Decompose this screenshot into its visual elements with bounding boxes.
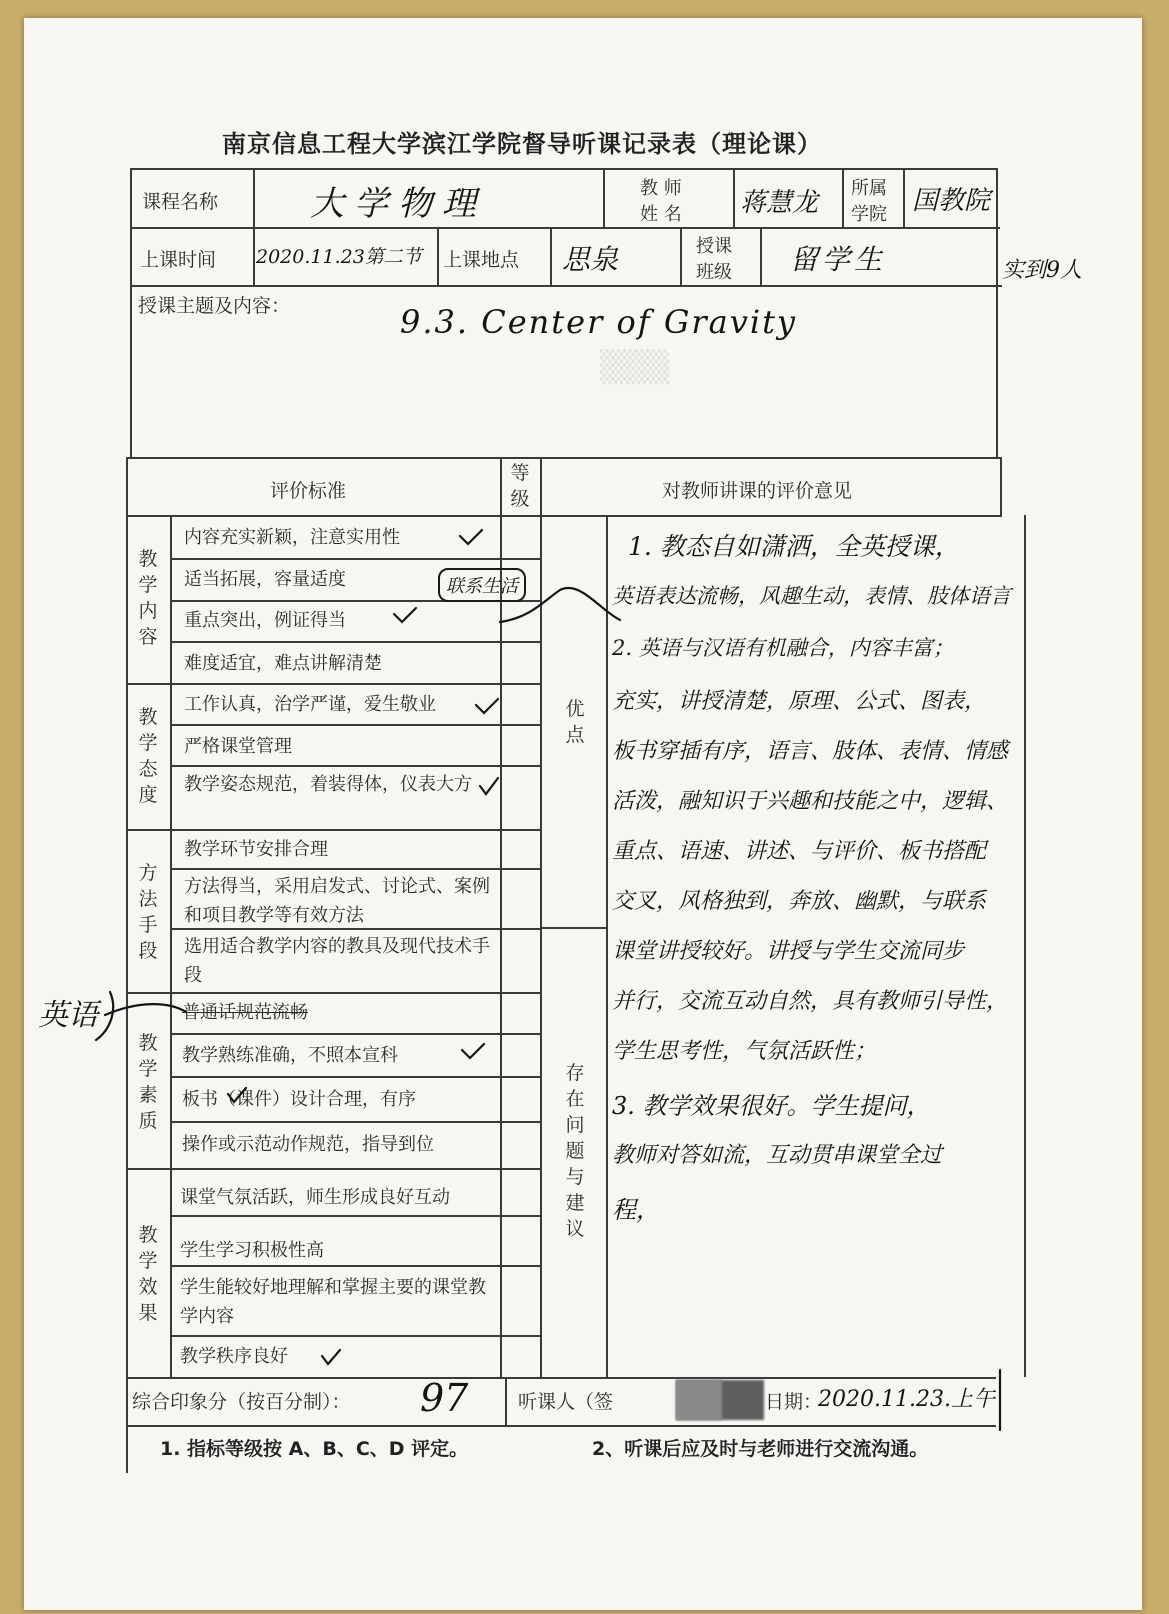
redacted-signature xyxy=(676,1380,722,1420)
comment-line: 交叉，风格独到，奔放、幽默，与联系 xyxy=(612,889,987,914)
rule xyxy=(126,1425,996,1427)
criteria-item: 难度适宜，难点讲解清楚 xyxy=(184,653,382,674)
rule xyxy=(130,227,1000,229)
rule xyxy=(903,168,905,227)
rule xyxy=(606,515,608,1377)
rule xyxy=(603,168,605,227)
rule xyxy=(126,515,1002,517)
rule xyxy=(170,1265,540,1267)
criteria-item: 工作认真，治学严谨，爱生敬业 xyxy=(184,694,436,715)
rule xyxy=(126,829,540,831)
rule xyxy=(760,227,762,285)
group-name: 教学素质 xyxy=(138,1032,158,1132)
rule xyxy=(170,1033,540,1035)
criteria-item: 严格课堂管理 xyxy=(184,736,292,757)
comment-line: 活泼，融知识于兴趣和技能之中，逻辑、 xyxy=(612,789,1009,814)
place-label: 上课地点 xyxy=(443,249,520,271)
criteria-header: 评价标准 xyxy=(270,480,347,502)
class-value: 留学生 xyxy=(790,243,887,276)
rule xyxy=(126,683,540,685)
time-value: 2020.11.23第二节 xyxy=(256,246,422,268)
strengths-label: 优点 xyxy=(565,698,585,746)
score-label: 综合印象分（按百分制）： xyxy=(132,1391,351,1413)
comment-line: 学生思考性，气氛活跃性； xyxy=(612,1039,877,1064)
expand-note: 联系生活 xyxy=(438,568,526,602)
grade-header: 等级 xyxy=(510,462,530,510)
rule xyxy=(170,765,540,767)
criteria-item: 方法得当，采用启发式、讨论式、案例和项目教学等有效方法 xyxy=(184,876,490,926)
footnote-2: 2、听课后应及时与老师进行交流沟通。 xyxy=(592,1438,929,1460)
rule xyxy=(1000,457,1002,517)
topic-value: 9.3. Center of Gravity xyxy=(400,303,797,341)
criteria-item: 选用适合教学内容的教具及现代技术手段 xyxy=(184,936,490,986)
criteria-item: 操作或示范动作规范，指导到位 xyxy=(182,1134,434,1155)
rule xyxy=(842,168,844,227)
criteria-item: 重点突出，例证得当 xyxy=(184,610,346,631)
footnote-1: 1. 指标等级按 A、B、C、D 评定。 xyxy=(160,1438,469,1460)
date-value: 2020.11.23.上午 xyxy=(818,1387,995,1412)
rule xyxy=(130,168,132,458)
criteria-item: 教学环节安排合理 xyxy=(184,839,328,860)
rule xyxy=(733,168,735,227)
teacher-label: 姓 名 xyxy=(640,204,682,225)
time-label: 上课时间 xyxy=(140,249,217,271)
rule xyxy=(550,227,552,285)
date-label: 日期： xyxy=(765,1391,823,1413)
attendance-note: 实到9人 xyxy=(1002,258,1082,283)
criteria-item: 教学秩序良好 xyxy=(180,1346,288,1367)
course-label: 课程名称 xyxy=(142,191,219,213)
issues-label: 存在问题与建议 xyxy=(565,1062,585,1240)
comment-line: 课堂讲授较好。讲授与学生交流同步 xyxy=(612,939,965,964)
rule xyxy=(130,285,1002,287)
place-value: 思泉 xyxy=(562,243,619,276)
rule xyxy=(170,515,172,1377)
comment-line: 2. 英语与汉语有机融合，内容丰富； xyxy=(612,636,954,660)
comment-line: 英语表达流畅，风趣生动，表情、肢体语言 xyxy=(612,584,1011,608)
rule xyxy=(170,1215,540,1217)
course-value: 大学物理 xyxy=(310,184,486,224)
rule xyxy=(437,227,439,285)
rule xyxy=(1024,515,1026,1377)
class-label: 授课 xyxy=(696,236,732,257)
criteria-item: 内容充实新颖，注意实用性 xyxy=(184,527,400,548)
group-name: 教学态度 xyxy=(138,706,158,806)
criteria-item: 学生能较好地理解和掌握主要的课堂教学内容 xyxy=(180,1277,486,1327)
comment-line: 并行，交流互动自然，具有教师引导性， xyxy=(612,989,1009,1014)
comment-line: 板书穿插有序，语言、肢体、表情、情感 xyxy=(612,739,1009,764)
criteria-item: 教学熟练准确，不照本宣科 xyxy=(182,1045,398,1066)
group-name: 教学内容 xyxy=(138,548,158,648)
rule xyxy=(540,457,542,1377)
form-title: 南京信息工程大学滨江学院督导听课记录表（理论课） xyxy=(222,130,822,158)
rule xyxy=(170,868,540,870)
comment-line: 1. 教态自如潇洒，全英授课， xyxy=(628,532,960,561)
rule xyxy=(680,227,682,285)
group-name: 方法手段 xyxy=(138,862,158,962)
rule xyxy=(170,1335,540,1337)
criteria-item: 板书（课件）设计合理，有序 xyxy=(182,1089,416,1110)
college-value: 国教院 xyxy=(912,186,991,216)
topic-label: 授课主题及内容： xyxy=(138,295,291,317)
criteria-item: 教学姿态规范，着装得体，仪表大方 xyxy=(184,774,472,795)
rule xyxy=(170,1121,540,1123)
english-note: 英语 xyxy=(38,998,98,1033)
group-name: 教学效果 xyxy=(138,1224,158,1324)
bleed-through: ▒▒▒ xyxy=(600,350,670,385)
criteria-item: 课堂气氛活跃，师生形成良好互动 xyxy=(180,1187,450,1208)
rule xyxy=(126,1168,540,1170)
rule xyxy=(130,168,998,170)
rule xyxy=(126,992,540,994)
listener-label: 听课人（签 xyxy=(518,1391,614,1413)
rule xyxy=(540,927,606,929)
rule xyxy=(170,641,540,643)
comment-line: 3. 教学效果很好。学生提问， xyxy=(612,1092,931,1120)
rule xyxy=(170,558,540,560)
criteria-item: 普通话规范流畅 xyxy=(182,1002,308,1023)
criteria-item: 适当拓展，容量适度 xyxy=(184,569,346,590)
rule xyxy=(170,1076,540,1078)
rule xyxy=(505,1377,507,1425)
rule xyxy=(996,168,998,458)
criteria-item: 学生学习积极性高 xyxy=(180,1240,324,1261)
comment-line: 充实，讲授清楚，原理、公式、图表， xyxy=(612,689,987,714)
teacher-label: 教 师 xyxy=(640,178,682,199)
rule xyxy=(126,457,128,1473)
comment-line: 重点、语速、讲述、与评价、板书搭配 xyxy=(612,839,987,864)
comment-line: 教师对答如流，互动贯串课堂全过 xyxy=(612,1143,943,1168)
rule xyxy=(253,168,255,285)
score-value: 97 xyxy=(420,1376,469,1420)
comment-line: 程， xyxy=(612,1196,660,1224)
teacher-value: 蒋慧龙 xyxy=(740,188,819,218)
college-label: 所属 xyxy=(851,178,887,199)
rule xyxy=(170,724,540,726)
college-label: 学院 xyxy=(851,204,887,225)
rule xyxy=(126,1377,996,1379)
comments-header: 对教师讲课的评价意见 xyxy=(662,480,853,502)
rule xyxy=(126,457,1002,459)
class-label: 班级 xyxy=(696,262,732,283)
